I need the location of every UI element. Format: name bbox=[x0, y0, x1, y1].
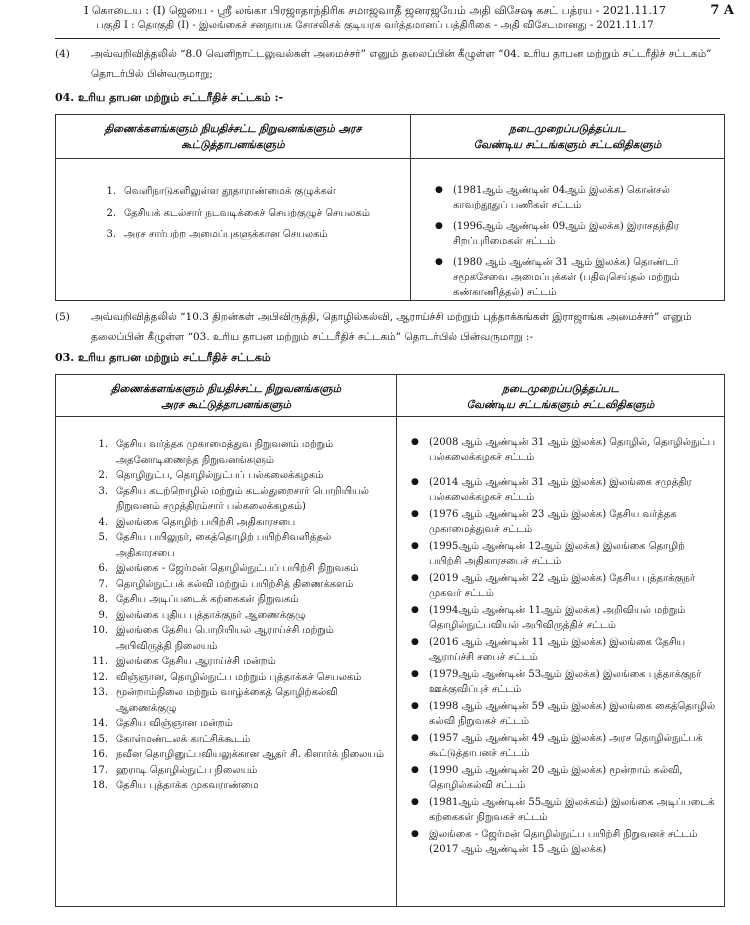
section4-col2-header bbox=[411, 115, 725, 159]
act-item bbox=[407, 827, 716, 857]
institution-name: ஹராடி தொழில்நுட்ப நிலையம் bbox=[116, 764, 258, 776]
institution-name: தேசிய பயிலுநர், கைத்தொழிற் பயிற்சிவளித்தல் அதிகாரசபை bbox=[116, 532, 332, 559]
institution-number: 14. bbox=[92, 718, 108, 729]
section5-heading: 03. உரிய தாபன மற்றும் சட்டரீதிச் சட்டகம் bbox=[55, 351, 271, 364]
gazette-header-line2: பகுதி I : தொகுதி (I) - இலங்கைச் சனநாயக சோசலிசக் குடியரசு வர்த்தமானப் பத்திரிகை - அதி விசேடமானது - 2021.11.17 bbox=[96, 20, 654, 31]
institution-name: இலங்கை தேசிய பொறியியல் ஆராய்ச்சி மற்றும் அபிவிருத்தி நிலையம் bbox=[116, 625, 334, 652]
act-item bbox=[407, 635, 716, 665]
act-name: (2016 ஆம் ஆண்டின் 11 ஆம் இலக்க) இலங்கை தேசிய ஆராய்ச்சி சபைச் சட்டம் bbox=[429, 637, 686, 663]
act-name: (1996ஆம் ஆண்டின் 09ஆம் இலக்க) இராசதந்திர சிறப்புரிமைகள் சட்டம் bbox=[453, 221, 679, 247]
act-item bbox=[407, 667, 716, 697]
bullet-icon: ● bbox=[411, 437, 419, 447]
institution-number: 18. bbox=[92, 780, 108, 791]
institution-number: 5. bbox=[98, 532, 108, 543]
institution-number: 9. bbox=[98, 609, 108, 621]
institution-name: அரச சார்பற்ற அமைப்புகளுக்கான செயலகம் bbox=[124, 229, 328, 240]
institution-name: இலங்கை தொழிற் பயிற்சி அதிகாரசபை bbox=[116, 516, 296, 528]
section5-institution-list bbox=[86, 437, 386, 794]
act-item bbox=[407, 731, 716, 761]
institution-name: தேசியக் கடல்சார் நடவடிக்கைச் செயற்குழுச் செயலகம் bbox=[124, 207, 370, 219]
institution-number: 13. bbox=[92, 687, 108, 698]
act-name: (1981ஆம் ஆண்டின் 55ஆம் இலக்கம்) இலங்கை அடிப்படைக் கற்கைகள் நிறுவகச் சட்டம் bbox=[429, 797, 715, 823]
section5-col1-header-line2: அரச கூட்டுத்தாபனங்களும் bbox=[161, 399, 291, 411]
institution-number: 8. bbox=[98, 594, 108, 605]
section5-col2-header-line1: நடைமுறைப்படுத்தப்பட bbox=[502, 383, 619, 395]
bullet-icon: ● bbox=[435, 221, 443, 231]
section4-paragraph bbox=[55, 44, 725, 84]
institution-name: இலங்கை - ஜேர்மன் தொழில்நுட்பப் பயிற்சி நிறுவகம் bbox=[116, 563, 359, 574]
institution-number: 4. bbox=[98, 516, 108, 528]
section4-text: அவ்வறிவித்தலில் “8.0 வெளிநாட்டலுவல்கள் அமைச்சர்” எனும் தலைப்பின் கீழுள்ள “04. உரிய தாபன மற்றும் சட்டரீதிச் சட்டகம்” தொடர்பில் பின்வருமாறு; bbox=[91, 48, 712, 80]
act-name: இலங்கை - ஜேர்மன் தொழில்நுட்ப பயிற்சி நிறுவனச் சட்டம் (2017 ஆம் ஆண்டின் 15 ஆம் இலக்க) bbox=[429, 829, 698, 855]
act-name: (2019 ஆம் ஆண்டின் 22 ஆம் இலக்க) தேசிய புத்தாக்குநர் முகவர் சட்டம் bbox=[429, 573, 696, 599]
institution-number: 10. bbox=[92, 625, 108, 636]
section4-col1-header: திணைக்களங்களும் நியதிச்சட்ட நிறுவனங்களும் அரச கூட்டுத்தாபனங்களும் bbox=[56, 115, 411, 159]
institution-item bbox=[86, 515, 386, 531]
institution-name: நவீன தொழினுட்பவியலுக்கான ஆதர் சி. கிளார்க் நிலையம் bbox=[116, 749, 385, 760]
institution-item bbox=[86, 608, 386, 624]
bullet-icon: ● bbox=[411, 637, 419, 647]
institution-item bbox=[94, 184, 398, 200]
section5-institutions-cell bbox=[56, 417, 397, 907]
institution-item bbox=[86, 468, 386, 484]
section5-col2-header bbox=[397, 375, 725, 417]
section5-table bbox=[55, 374, 725, 907]
bullet-icon: ● bbox=[411, 509, 419, 519]
act-item bbox=[407, 571, 716, 601]
bullet-icon: ● bbox=[411, 797, 419, 807]
section5-col2-header-line2: வேண்டிய சட்டங்களும் சட்டவிதிகளும் bbox=[466, 399, 655, 411]
bullet-icon: ● bbox=[411, 701, 419, 711]
act-item bbox=[431, 183, 714, 213]
institution-name: தொழிநுட்ப, தொழில்நுட்பப் பல்கலைக்கழகம் bbox=[116, 470, 324, 481]
act-item bbox=[431, 255, 714, 300]
act-item bbox=[407, 435, 716, 465]
institution-number: 11. bbox=[92, 656, 108, 667]
institution-name: தேசிய அடிப்படைக் கற்கைகள் நிறுவகம் bbox=[116, 594, 299, 605]
institution-item bbox=[86, 561, 386, 577]
institution-name: இலங்கை புதிய புத்தாக்குநர் ஆணைக்குழு bbox=[116, 609, 306, 621]
bullet-icon: ● bbox=[411, 541, 419, 551]
institution-item bbox=[86, 778, 386, 794]
act-name: (1990 ஆம் ஆண்டின் 20 ஆம் இலக்க) மூன்றாம் கல்வி, தொழில்கல்வி சட்டம் bbox=[429, 765, 683, 791]
act-item bbox=[431, 219, 714, 249]
institution-number: 3. bbox=[98, 485, 108, 497]
act-item bbox=[407, 795, 716, 825]
institution-item bbox=[86, 747, 386, 763]
act-name: (1994ஆம் ஆண்டின் 11ஆம் இலக்க) அறிவியல் மற்றும் தொழில்நுட்பவியல் அபிவிருத்திச் சட்டம் bbox=[429, 605, 686, 631]
act-name: (1976 ஆம் ஆண்டின் 23 ஆம் இலக்க) தேசிய வர்த்தக முகாமைத்துவச் சட்டம் bbox=[429, 509, 677, 535]
bullet-icon: ● bbox=[411, 477, 419, 487]
institution-item bbox=[86, 530, 386, 561]
institution-number: 1. bbox=[106, 186, 116, 197]
section5-col1-header-line1: திணைக்களங்களும் நியதிச்சட்ட நிறுவனங்களும் bbox=[110, 383, 342, 395]
act-name: (2014 ஆம் ஆண்டின் 31 ஆம் இலக்க) இலங்கை சமுத்திர பல்கலைக்கழகச் சட்டம் bbox=[429, 477, 692, 503]
institution-name: தொழில்நுட்பக் கல்வி மற்றும் பயிற்சித் திணைக்களம் bbox=[116, 578, 354, 590]
institution-item bbox=[86, 670, 386, 686]
act-name: (1980 ஆம் ஆண்டின் 31 ஆம் இலக்க) தொண்டர் சமூகசேவை அமைப்புக்கள் (பதிவுசெய்தல் மற்றும் கண்காணித்தல்) சட்டம் bbox=[453, 257, 680, 298]
act-item bbox=[407, 603, 716, 633]
institution-name: தேசிய கடற்றொழில் மற்றும் கடல்துறைசார் பொறியியல் நிறுவனம் சமுத்திரம்சார் பல்கலைக்கழகம்) bbox=[116, 485, 369, 512]
institution-name: தேசிய விஞ்ஞான மன்றம் bbox=[116, 718, 233, 729]
act-name: (2008 ஆம் ஆண்டின் 31 ஆம் இலக்க) தொழில், தொழில்நுட்ப பல்கலைக்கழகச் சட்டம் bbox=[429, 437, 716, 463]
bullet-icon: ● bbox=[411, 669, 419, 679]
section5-number: (5) bbox=[55, 311, 70, 323]
page-number: 7 A bbox=[710, 3, 734, 18]
institution-name: தேசிய புத்தாக்க முகவராண்மை bbox=[116, 780, 259, 791]
institution-item bbox=[86, 685, 386, 716]
institution-item bbox=[94, 227, 398, 243]
act-name: (1979ஆம் ஆண்டின் 53ஆம் இலக்க) இலங்கை புத்தாக்குநர் ஊக்குவிப்புச் சட்டம் bbox=[429, 669, 702, 695]
institution-number: 2. bbox=[106, 207, 116, 219]
section4-number: (4) bbox=[55, 48, 70, 60]
act-name: (1998 ஆம் ஆண்டின் 59 ஆம் இலக்க) இலங்கை கைத்தொழில் கல்வி நிறுவகச் சட்டம் bbox=[429, 701, 716, 727]
act-item bbox=[407, 699, 716, 729]
act-item bbox=[407, 475, 716, 505]
bullet-icon: ● bbox=[411, 765, 419, 775]
institution-item bbox=[86, 763, 386, 779]
institution-item bbox=[94, 206, 398, 222]
institution-number: 3. bbox=[106, 229, 116, 240]
institution-item bbox=[86, 654, 386, 670]
section4-institutions-cell bbox=[56, 159, 411, 301]
section4-table bbox=[55, 114, 725, 301]
institution-name: இலங்கை தேசிய ஆராய்ச்சி மன்றம் bbox=[116, 656, 276, 667]
section5-paragraph bbox=[55, 307, 725, 347]
header-rule bbox=[55, 38, 720, 39]
institution-number: 12. bbox=[92, 671, 108, 683]
institution-name: தேசிய வர்த்தக முகாமைத்துவ நிறுவனம் மற்றும் அதனோடிணைந்த நிறுவனங்களும் bbox=[116, 439, 334, 466]
section4-col2-header-line1: நடைமுறைப்படுத்தப்பட bbox=[509, 123, 626, 135]
bullet-icon: ● bbox=[411, 605, 419, 615]
section4-acts-list bbox=[431, 183, 714, 300]
act-item bbox=[407, 507, 716, 537]
section4-acts-cell bbox=[411, 159, 725, 301]
institution-item bbox=[86, 437, 386, 468]
institution-number: 1. bbox=[98, 439, 108, 450]
institution-number: 6. bbox=[98, 563, 108, 574]
act-name: (1995ஆம் ஆண்டின் 12ஆம் இலக்க) இலங்கை தொழிற் பயிற்சி அதிகாரசபைச் சட்டம் bbox=[429, 541, 685, 567]
bullet-icon: ● bbox=[411, 733, 419, 743]
act-item bbox=[407, 539, 716, 569]
institution-name: விஞ்ஞான, தொழில்நுட்ப மற்றும் புத்தாக்கச் செயலகம் bbox=[116, 671, 362, 683]
institution-item bbox=[86, 577, 386, 593]
institution-number: 16. bbox=[92, 749, 108, 760]
section5-text: அவ்வறிவித்தலில் “10.3 திறன்கள் அபிவிருத்தி, தொழில்கல்வி, ஆராய்ச்சி மற்றும் புத்தாக்கங்கள் இராஜாங்க அமைச்சர்” எனும் தலைப்பின் கீழுள்ள “03. உரிய தாபன மற்றும் சட்டரீதிச் சட்டகம்” தொடர்பில் பின்வருமாறு :- bbox=[91, 311, 692, 343]
gazette-header-line1: I கொடைய : (I) ஜெயை - ஸ்ரீ லங்கா பிரஜாதாந்திரிக சமாஜவாதீ ஜனரஜயேம் அதி விசேஷ கசட் பத்ரய - 2021.11.17 bbox=[84, 4, 666, 17]
act-item bbox=[407, 763, 716, 793]
institution-item bbox=[86, 484, 386, 515]
institution-name: வெளிநாடுகளிலுள்ள தூதாராண்மைக் குழுக்கள் bbox=[124, 186, 336, 197]
institution-number: 2. bbox=[98, 470, 108, 481]
section5-col1-header bbox=[56, 375, 397, 417]
bullet-icon: ● bbox=[411, 829, 419, 839]
institution-number: 7. bbox=[98, 578, 108, 590]
institution-item bbox=[86, 592, 386, 608]
section4-col2-header-line2: வேண்டிய சட்டங்களும் சட்டவிதிகளும் bbox=[473, 139, 662, 151]
section4-heading: 04. உரிய தாபன மற்றும் சட்டரீதிச் சட்டகம் :- bbox=[55, 91, 284, 104]
institution-item bbox=[86, 623, 386, 654]
institution-item bbox=[86, 716, 386, 732]
section5-acts-cell bbox=[397, 417, 725, 907]
act-name: (1957 ஆம் ஆண்டின் 49 ஆம் இலக்க) அரச தொழில்நுட்பக் கூட்டுத்தாபனச் சட்டம் bbox=[429, 733, 703, 759]
institution-item bbox=[86, 732, 386, 748]
institution-number: 17. bbox=[92, 764, 108, 776]
institution-number: 15. bbox=[92, 733, 108, 745]
bullet-icon: ● bbox=[435, 185, 443, 195]
section4-institution-list bbox=[94, 184, 398, 243]
bullet-icon: ● bbox=[411, 573, 419, 583]
act-name: (1981ஆம் ஆண்டின் 04ஆம் இலக்க) கொன்சல் காவற்தூதுப் பணிகள் சட்டம் bbox=[453, 185, 670, 211]
section5-acts-list bbox=[407, 435, 716, 857]
institution-name: கோள்மண்டலக் காட்சிக்கூடம் bbox=[116, 733, 251, 745]
bullet-icon: ● bbox=[435, 257, 443, 267]
institution-name: மூன்றாம்நிலை மற்றும் வாழ்க்கைத் தொழிற்கல்வி ஆணைக்குழு bbox=[116, 687, 338, 714]
